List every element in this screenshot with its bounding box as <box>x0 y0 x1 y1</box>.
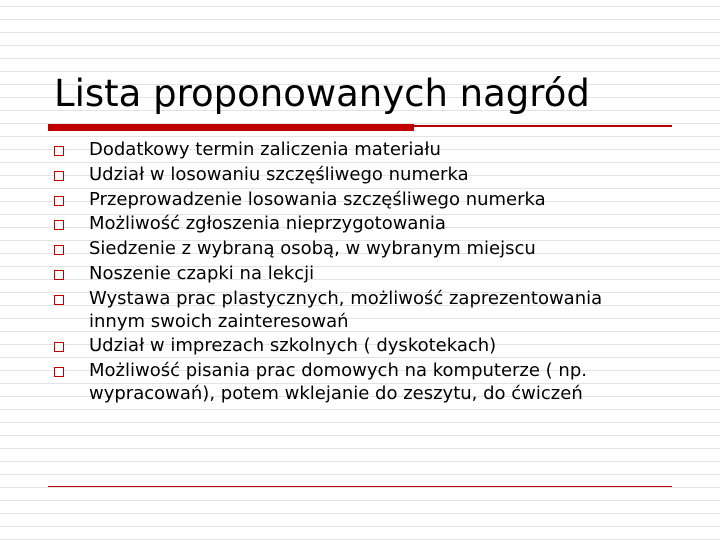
bullet-text: Możliwość pisania prac domowych na komputerze ( np. wypracowań), potem wklejanie do zeszytu, do ćwiczeń <box>89 360 587 404</box>
bullet-item <box>54 164 694 187</box>
hollow-square-bullet-icon <box>54 245 64 255</box>
bullet-text: Noszenie czapki na lekcji <box>89 262 315 284</box>
bullet-text: Udział w losowaniu szczęśliwego numerka <box>89 163 469 185</box>
slide-title: Lista proponowanych nagród <box>54 72 590 115</box>
bullet-text: Wystawa prac plastycznych, możliwość zaprezentowania innym swoich zainteresowań <box>89 287 603 332</box>
hollow-square-bullet-icon <box>54 295 64 305</box>
bullet-list <box>54 139 694 408</box>
hollow-square-bullet-icon <box>54 367 64 377</box>
hollow-square-bullet-icon <box>54 342 64 352</box>
bullet-text: Dodatkowy termin zaliczenia materiału <box>89 139 441 160</box>
hollow-square-bullet-icon <box>54 220 64 230</box>
bullet-item <box>54 238 694 261</box>
bullet-text: Przeprowadzenie losowania szczęśliwego numerka <box>89 188 546 210</box>
hollow-square-bullet-icon <box>54 270 64 280</box>
bullet-item <box>54 263 694 286</box>
bullet-text: Udział w imprezach szkolnych ( dyskotekach) <box>89 335 497 357</box>
bullet-item <box>54 213 694 236</box>
bullet-text: Siedzenie z wybraną osobą, w wybranym miejscu <box>89 238 536 260</box>
bullet-item <box>54 360 694 406</box>
bullet-item <box>54 189 694 212</box>
footer-divider <box>48 486 672 487</box>
bullet-text: Możliwość zgłoszenia nieprzygotowania <box>89 213 446 235</box>
bullet-item <box>54 335 694 358</box>
hollow-square-bullet-icon <box>54 146 64 156</box>
hollow-square-bullet-icon <box>54 196 64 206</box>
bullet-item <box>54 139 694 162</box>
bullet-item <box>54 288 694 334</box>
hollow-square-bullet-icon <box>54 171 64 181</box>
title-underline-accent <box>48 124 414 131</box>
